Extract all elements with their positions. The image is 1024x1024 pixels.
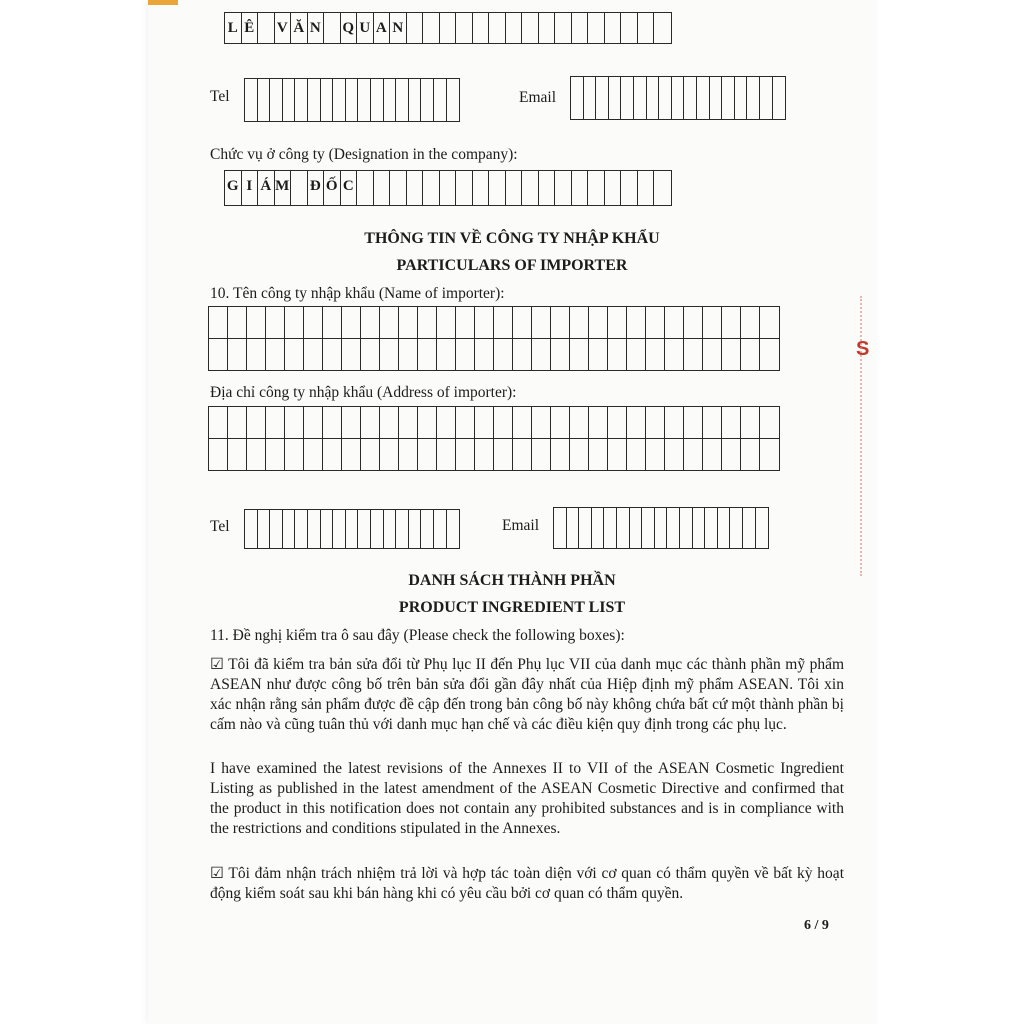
- grid-cell: [642, 508, 655, 548]
- grid-cell: [456, 307, 475, 338]
- grid-cell: [522, 171, 539, 205]
- grid-cell: [760, 407, 779, 438]
- grid-cell: [589, 439, 608, 470]
- grid-cell: [741, 407, 760, 438]
- grid-cell: [396, 79, 409, 121]
- grid-cell: [456, 339, 475, 370]
- grid-cell: [333, 79, 346, 121]
- grid-cell: [407, 13, 424, 43]
- grid-cell: [718, 508, 731, 548]
- grid-cell: [361, 307, 380, 338]
- grid-cell: [304, 339, 323, 370]
- grid-cell: [285, 439, 304, 470]
- grid-cell: [646, 439, 665, 470]
- grid-cell: [584, 77, 597, 119]
- grid-cell: [380, 439, 399, 470]
- importer-name-grid[interactable]: [208, 306, 780, 371]
- grid-cell: [423, 13, 440, 43]
- grid-cell: [361, 439, 380, 470]
- grid-cell: [608, 407, 627, 438]
- grid-cell: [589, 339, 608, 370]
- grid-cell: [434, 510, 447, 548]
- grid-cell: [630, 508, 643, 548]
- grid-cell: [655, 508, 668, 548]
- grid-cell: [532, 407, 551, 438]
- grid-cell: [361, 339, 380, 370]
- grid-cell: [672, 77, 685, 119]
- grid-cell: [418, 307, 437, 338]
- grid-cell: [346, 510, 359, 548]
- grid-cell: [494, 439, 513, 470]
- grid-cell: [437, 407, 456, 438]
- grid-cell: [475, 307, 494, 338]
- grid-cell: [722, 439, 741, 470]
- grid-cell: [627, 407, 646, 438]
- grid-cell: Á: [258, 171, 275, 205]
- grid-cell: [722, 307, 741, 338]
- grid-cell: [247, 307, 266, 338]
- grid-cell: [634, 77, 647, 119]
- grid-cell: [705, 508, 718, 548]
- grid-cell: [741, 307, 760, 338]
- grid-cell: [532, 339, 551, 370]
- grid-cell: [693, 508, 706, 548]
- grid-cell: [323, 307, 342, 338]
- grid-cell: [285, 339, 304, 370]
- grid-cell: [418, 407, 437, 438]
- grid-cell: [323, 439, 342, 470]
- grid-cell: [760, 439, 779, 470]
- grid-cell: [589, 407, 608, 438]
- grid-cell: [555, 13, 572, 43]
- grid-cell: [667, 508, 680, 548]
- grid-cell: [361, 407, 380, 438]
- importer-name-label: 10. Tên công ty nhập khẩu (Name of importer):: [210, 285, 505, 302]
- grid-cell: [646, 307, 665, 338]
- grid-cell: [665, 339, 684, 370]
- grid-cell: [266, 307, 285, 338]
- grid-cell: [323, 407, 342, 438]
- grid-cell: [371, 510, 384, 548]
- grid-cell: [735, 77, 748, 119]
- grid-cell: [421, 79, 434, 121]
- grid-cell: [539, 171, 556, 205]
- grid-cell: [295, 79, 308, 121]
- declaration-item-2-vi: ☑ Tôi đảm nhận trách nhiệm trả lời và hợp tác toàn diện với cơ quan có thẩm quyền về bất kỳ hoạt động kiểm soát sau khi bán hàng khi có yêu cầu bởi cơ quan có thẩm quyền.: [210, 865, 844, 902]
- grid-cell: [342, 407, 361, 438]
- importer-address-grid[interactable]: [208, 406, 780, 471]
- grid-cell: [228, 307, 247, 338]
- grid-cell: [747, 77, 760, 119]
- grid-row: [209, 439, 779, 470]
- importer-address-label: Địa chỉ công ty nhập khẩu (Address of importer):: [210, 384, 517, 401]
- grid-cell: [399, 339, 418, 370]
- grid-cell: [228, 339, 247, 370]
- grid-cell: [513, 439, 532, 470]
- page-number: 6 / 9: [804, 918, 829, 933]
- grid-cell: [475, 339, 494, 370]
- grid-cell: [741, 339, 760, 370]
- grid-cell: [374, 171, 391, 205]
- grid-cell: [283, 79, 296, 121]
- grid-cell: [743, 508, 756, 548]
- grid-cell: [554, 508, 567, 548]
- grid-cell: [638, 13, 655, 43]
- grid-cell: [722, 339, 741, 370]
- grid-cell: [399, 307, 418, 338]
- grid-cell: [437, 439, 456, 470]
- grid-cell: [722, 77, 735, 119]
- grid-cell: [489, 13, 506, 43]
- grid-cell: [447, 79, 460, 121]
- grid-cell: [627, 339, 646, 370]
- grid-cell: [760, 77, 773, 119]
- grid-cell: [258, 79, 271, 121]
- grid-cell: [342, 339, 361, 370]
- grid-cell: [475, 407, 494, 438]
- grid-cell: [760, 307, 779, 338]
- grid-cell: [291, 171, 308, 205]
- grid-cell: [421, 510, 434, 548]
- grid-cell: Ê: [242, 13, 259, 43]
- designation-label: Chức vụ ở công ty (Designation in the company):: [210, 146, 518, 163]
- grid-cell: [437, 307, 456, 338]
- grid-cell: [659, 77, 672, 119]
- grid-cell: [579, 508, 592, 548]
- importer-tel-label: Tel: [210, 518, 230, 535]
- grid-cell: I: [242, 171, 259, 205]
- grid-cell: V: [275, 13, 292, 43]
- grid-cell: [703, 407, 722, 438]
- grid-cell: [247, 439, 266, 470]
- grid-cell: N: [308, 13, 325, 43]
- grid-cell: C: [341, 171, 358, 205]
- grid-cell: [506, 13, 523, 43]
- grid-cell: [440, 13, 457, 43]
- grid-cell: [473, 171, 490, 205]
- representative-name-grid: [224, 12, 672, 44]
- grid-cell: [680, 508, 693, 548]
- grid-cell: [571, 77, 584, 119]
- importer-email-grid[interactable]: [553, 507, 769, 549]
- grid-cell: [684, 307, 703, 338]
- grid-cell: [447, 510, 460, 548]
- grid-row: [209, 339, 779, 370]
- grid-cell: [266, 407, 285, 438]
- grid-cell: [285, 407, 304, 438]
- grid-cell: [646, 339, 665, 370]
- grid-cell: [665, 307, 684, 338]
- grid-cell: [456, 13, 473, 43]
- grid-cell: [494, 407, 513, 438]
- grid-cell: [665, 407, 684, 438]
- declaration-item-1-vi: ☑ Tôi đã kiểm tra bản sửa đổi từ Phụ lục II đến Phụ lục VII của danh mục các thành phần mỹ phẩm ASEAN như được công bố trên bản sửa đổi gần đây nhất của Hiệp định mỹ phẩm ASEAN. Tôi xin xác nhận rằng sản phẩm được đề cập đến trong bản công bố này không chứa bất cứ một thành phần bị cấm nào và cũng tuân thủ với danh mục hạn chế và các điều kiện quy định trong các phụ lục.: [210, 656, 844, 733]
- grid-cell: [627, 307, 646, 338]
- grid-cell: [321, 510, 334, 548]
- grid-cell: [621, 77, 634, 119]
- grid-cell: [570, 307, 589, 338]
- grid-cell: [258, 510, 271, 548]
- grid-cell: [756, 508, 769, 548]
- grid-cell: [304, 407, 323, 438]
- grid-cell: [570, 439, 589, 470]
- ingredient-heading-en: PRODUCT INGREDIENT LIST: [398, 599, 626, 616]
- grid-cell: [551, 407, 570, 438]
- grid-cell: [342, 439, 361, 470]
- grid-cell: Ố: [324, 171, 341, 205]
- importer-tel-grid[interactable]: [244, 509, 460, 549]
- grid-cell: [475, 439, 494, 470]
- grid-cell: [596, 77, 609, 119]
- grid-cell: Đ: [308, 171, 325, 205]
- grid-cell: [209, 307, 228, 338]
- grid-cell: [646, 407, 665, 438]
- grid-cell: [609, 77, 622, 119]
- grid-cell: [684, 407, 703, 438]
- grid-cell: [684, 77, 697, 119]
- grid-cell: [605, 13, 622, 43]
- grid-cell: [551, 339, 570, 370]
- grid-cell: Ă: [291, 13, 308, 43]
- grid-cell: Q: [341, 13, 358, 43]
- grid-cell: [654, 13, 671, 43]
- grid-cell: [605, 171, 622, 205]
- grid-cell: [245, 79, 258, 121]
- grid-cell: N: [390, 13, 407, 43]
- grid-cell: [295, 510, 308, 548]
- grid-cell: [627, 439, 646, 470]
- grid-cell: [703, 339, 722, 370]
- grid-cell: [506, 171, 523, 205]
- grid-cell: [228, 439, 247, 470]
- grid-cell: A: [374, 13, 391, 43]
- stamp-fragment: S: [856, 338, 870, 360]
- grid-cell: [380, 339, 399, 370]
- grid-cell: [390, 171, 407, 205]
- declaration-item-1-en: I have examined the latest revisions of the Annexes II to VII of the ASEAN Cosmetic Ingredient Listing as published in the latest amendment of the ASEAN Cosmetic Directive and confirmed that the product in this notification does not contain any prohibited substances and is in compliance with the restrictions and conditions stipulated in the Annexes.: [210, 760, 844, 837]
- grid-cell: [570, 339, 589, 370]
- grid-cell: [456, 439, 475, 470]
- grid-cell: [555, 171, 572, 205]
- grid-cell: [407, 171, 424, 205]
- grid-cell: [638, 171, 655, 205]
- grid-cell: [323, 339, 342, 370]
- grid-cell: [423, 171, 440, 205]
- grid-cell: [418, 439, 437, 470]
- grid-cell: [741, 439, 760, 470]
- ingredient-heading-vi: DANH SÁCH THÀNH PHẦN: [408, 572, 616, 589]
- grid-cell: U: [357, 13, 374, 43]
- grid-cell: [773, 77, 786, 119]
- grid-cell: [346, 79, 359, 121]
- grid-cell: [342, 307, 361, 338]
- tel-input-grid[interactable]: [244, 78, 460, 122]
- grid-cell: [245, 510, 258, 548]
- grid-cell: [572, 171, 589, 205]
- email-input-grid[interactable]: [570, 76, 786, 120]
- grid-cell: [358, 510, 371, 548]
- grid-cell: [654, 171, 671, 205]
- grid-cell: [621, 13, 638, 43]
- grid-cell: [513, 339, 532, 370]
- grid-cell: [608, 307, 627, 338]
- grid-cell: [371, 79, 384, 121]
- grid-cell: [266, 339, 285, 370]
- grid-row: [209, 307, 779, 339]
- grid-cell: [418, 339, 437, 370]
- check-boxes-label: 11. Đề nghị kiểm tra ô sau đây (Please check the following boxes):: [210, 627, 625, 644]
- importer-heading-vi: THÔNG TIN VỀ CÔNG TY NHẬP KHẨU: [364, 230, 660, 247]
- grid-cell: [308, 510, 321, 548]
- page-corner-tab: [148, 0, 178, 5]
- grid-cell: [384, 79, 397, 121]
- grid-cell: [209, 339, 228, 370]
- grid-cell: [266, 439, 285, 470]
- grid-cell: [324, 13, 341, 43]
- stamp-marks: [860, 296, 876, 576]
- grid-cell: [321, 79, 334, 121]
- grid-cell: [399, 407, 418, 438]
- grid-cell: [209, 407, 228, 438]
- grid-cell: [228, 407, 247, 438]
- grid-cell: [617, 508, 630, 548]
- grid-cell: [209, 439, 228, 470]
- grid-cell: [703, 307, 722, 338]
- grid-cell: [258, 13, 275, 43]
- grid-cell: G: [225, 171, 242, 205]
- grid-cell: [437, 339, 456, 370]
- grid-cell: [333, 510, 346, 548]
- grid-cell: M: [275, 171, 292, 205]
- grid-cell: [494, 339, 513, 370]
- grid-cell: [434, 79, 447, 121]
- designation-grid: [224, 170, 672, 206]
- grid-cell: [270, 79, 283, 121]
- grid-cell: [513, 407, 532, 438]
- grid-cell: [380, 307, 399, 338]
- grid-cell: [532, 307, 551, 338]
- grid-cell: [730, 508, 743, 548]
- grid-cell: [399, 439, 418, 470]
- importer-heading-en: PARTICULARS OF IMPORTER: [396, 257, 628, 274]
- grid-cell: [532, 439, 551, 470]
- grid-cell: [285, 307, 304, 338]
- grid-cell: [440, 171, 457, 205]
- grid-cell: [270, 510, 283, 548]
- grid-cell: [247, 339, 266, 370]
- importer-email-label: Email: [502, 517, 540, 534]
- grid-cell: [604, 508, 617, 548]
- grid-cell: [494, 307, 513, 338]
- grid-cell: [589, 307, 608, 338]
- grid-cell: [684, 339, 703, 370]
- grid-cell: [384, 510, 397, 548]
- grid-cell: [473, 13, 490, 43]
- grid-cell: [647, 77, 660, 119]
- grid-cell: [588, 171, 605, 205]
- grid-cell: [684, 439, 703, 470]
- grid-cell: [539, 13, 556, 43]
- grid-cell: L: [225, 13, 242, 43]
- grid-cell: [697, 77, 710, 119]
- grid-cell: [456, 171, 473, 205]
- grid-cell: [522, 13, 539, 43]
- grid-cell: [358, 79, 371, 121]
- grid-cell: [703, 439, 722, 470]
- grid-cell: [760, 339, 779, 370]
- grid-cell: [710, 77, 723, 119]
- grid-cell: [722, 407, 741, 438]
- grid-cell: [592, 508, 605, 548]
- grid-cell: [567, 508, 580, 548]
- grid-cell: [608, 439, 627, 470]
- grid-cell: [357, 171, 374, 205]
- grid-cell: [551, 439, 570, 470]
- grid-cell: [513, 307, 532, 338]
- grid-cell: [665, 439, 684, 470]
- grid-cell: [588, 13, 605, 43]
- tel-label: Tel: [210, 88, 230, 105]
- grid-cell: [308, 79, 321, 121]
- grid-cell: [621, 171, 638, 205]
- grid-cell: [396, 510, 409, 548]
- grid-cell: [570, 407, 589, 438]
- grid-cell: [456, 407, 475, 438]
- grid-cell: [489, 171, 506, 205]
- grid-cell: [572, 13, 589, 43]
- email-label: Email: [519, 89, 557, 106]
- grid-cell: [304, 439, 323, 470]
- grid-cell: [283, 510, 296, 548]
- grid-cell: [608, 339, 627, 370]
- grid-cell: [304, 307, 323, 338]
- grid-cell: [409, 510, 422, 548]
- grid-row: [209, 407, 779, 439]
- grid-cell: [380, 407, 399, 438]
- grid-cell: [247, 407, 266, 438]
- grid-cell: [551, 307, 570, 338]
- grid-cell: [409, 79, 422, 121]
